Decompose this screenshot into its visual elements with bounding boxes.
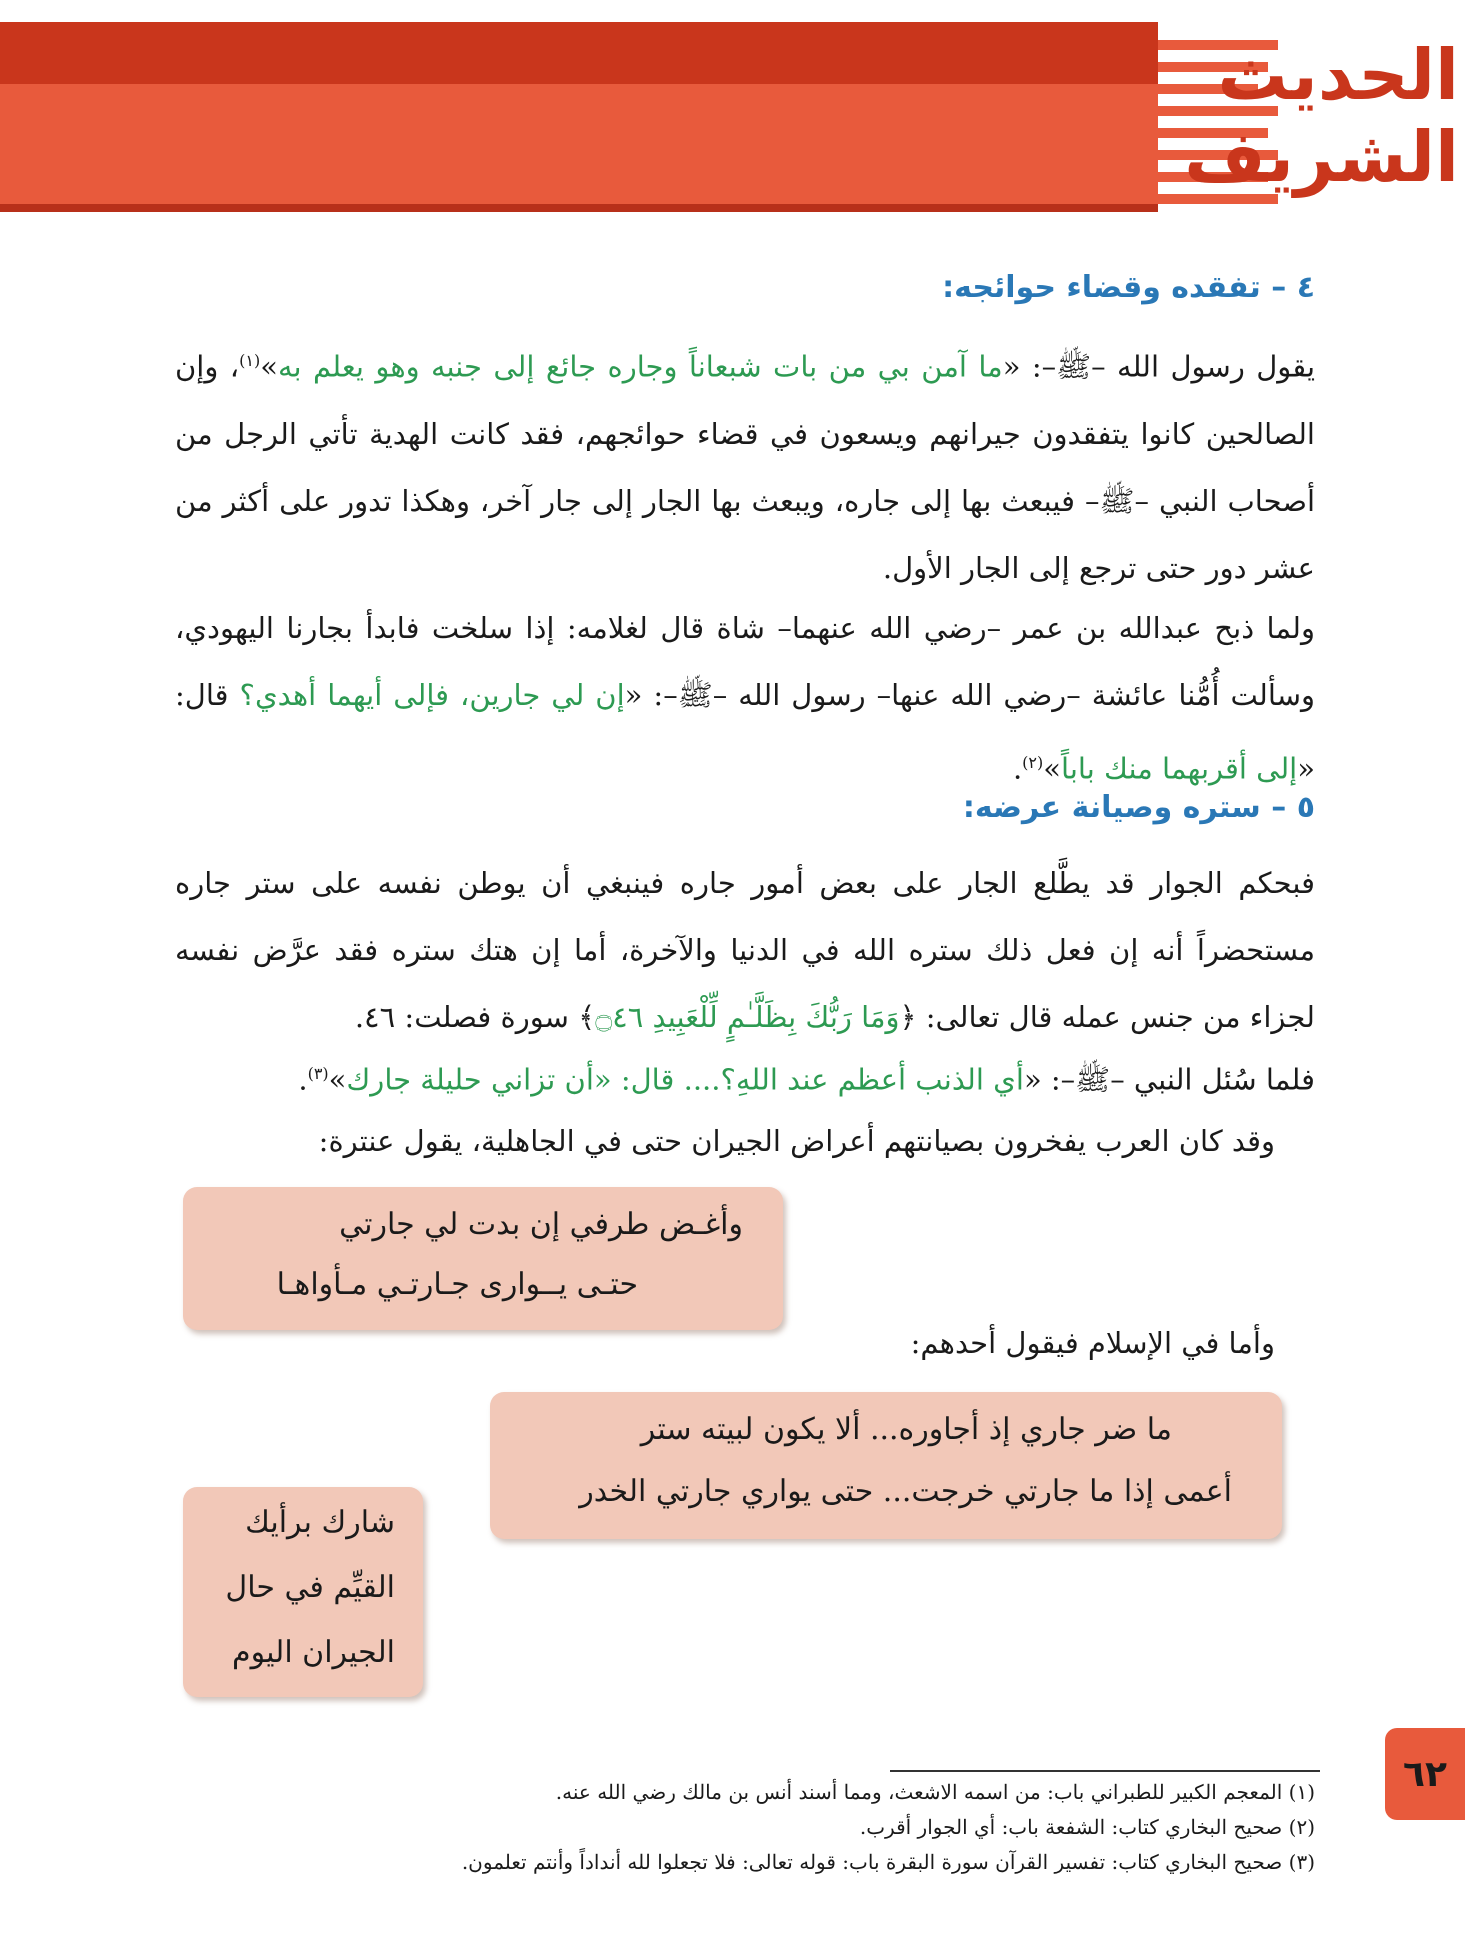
text-run: فلما سُئل النبي –ﷺ–: « xyxy=(1023,1062,1315,1097)
share-line: القيِّم في حال xyxy=(225,1570,395,1605)
hadith-quote: ما آمن بي من بات شبعاناً وجاره جائع إلى جنبه وهو يعلم به xyxy=(277,349,1003,384)
chapter-logo xyxy=(1158,22,1465,212)
poem-line: وأغـض طرفي إن بدت لي جارتي xyxy=(339,1207,743,1242)
header-banner xyxy=(0,22,1160,212)
text-run: فبحكم الجوار قد يطَّلع الجار على بعض أمور جاره فينبغي أن يوطن نفسه على ستر جاره مستحضراً أنه إن فعل ذلك ستره الله في الدنيا والآخرة، أما إن هتك ستره فقد عرَّض نفسه لجزاء من جنس عمله قال تعالى: ﴿ xyxy=(175,866,1315,1034)
share-line: شارك برأيك xyxy=(245,1505,395,1540)
section5-paragraph3: وقد كان العرب يفخرون بصيانتهم أعراض الجيران حتى في الجاهلية، يقول عنترة: xyxy=(318,1124,1275,1158)
header-bottom-strip xyxy=(0,204,1160,212)
section4-paragraph1 xyxy=(175,327,1315,602)
page-number: ٦٢ xyxy=(1385,1728,1465,1820)
text-run: » xyxy=(260,349,278,384)
hadith-quote: إن لي جارين، فإلى أيهما أهدي؟ xyxy=(239,678,625,712)
section5-paragraph2 xyxy=(175,1040,1315,1114)
logo-line2: الشريف xyxy=(1184,116,1459,198)
text-run: . xyxy=(298,1062,308,1097)
poem-box-antara xyxy=(183,1187,783,1330)
poem-box-islam xyxy=(490,1392,1282,1539)
text-run: ولما ذبح عبدالله بن عمر –رضي الله عنهما– شاة قال لغلامه: إذا سلخت فابدأ بجارنا اليهودي، وسألت أُمُّنا عائشة –رضي الله عنها– رسول الله –ﷺ–: « xyxy=(175,611,1316,712)
poem-line: ما ضر جاري إذ أجاوره... ألا يكون لبيته ستر xyxy=(640,1412,1172,1447)
text-run: » xyxy=(1043,751,1062,786)
footnote-divider xyxy=(890,1770,1320,1772)
text-run: . xyxy=(1012,751,1023,786)
footnote-3: (٣) صحيح البخاري كتاب: تفسير القرآن سورة البقرة باب: قوله تعالى: فلا تجعلوا لله أنداداً وأنتم تعلمون. xyxy=(461,1850,1315,1874)
text-run: » xyxy=(328,1062,347,1097)
section4-heading: ٤ – تفقده وقضاء حوائجه: xyxy=(942,270,1315,305)
section4-paragraph2 xyxy=(175,595,1315,803)
header-top-strip xyxy=(0,22,1160,84)
poem-line: حتـى يــوارى جـارتـي مـأواهـا xyxy=(276,1267,638,1302)
section5-heading: ٥ – ستره وصيانة عرضه: xyxy=(962,790,1315,825)
text-run: ، وإن الصالحين كانوا يتفقدون جيرانهم ويسعون في قضاء حوائجهم، فقد كانت الهدية تأتي الرجل من أصحاب النبي –ﷺ– فيبعث بها إلى جاره، ويبعث بها الجار إلى جار آخر، وهكذا تدور على أكثر من عشر دور حتى ترجع إلى الجار الأول. xyxy=(175,349,1315,585)
section5-paragraph1 xyxy=(175,850,1315,1051)
footnote-ref: (٣) xyxy=(307,1064,329,1083)
text-run: قال: « xyxy=(175,678,1315,786)
footnote-2: (٢) صحيح البخاري كتاب: الشفعة باب: أي الجوار أقرب. xyxy=(859,1815,1315,1839)
share-line: الجيران اليوم xyxy=(232,1635,395,1670)
hadith-quote: أي الذنب أعظم عند اللهِ؟.... قال: «أن تزاني حليلة جارك xyxy=(346,1062,1024,1097)
text-run: ﴾ سورة فصلت: ٤٦. xyxy=(354,1000,596,1034)
footnote-ref: (١) xyxy=(239,351,261,370)
footnote-1: (١) المعجم الكبير للطبراني باب: من اسمه الاشعث، ومما أسند أنس بن مالك رضي الله عنه. xyxy=(555,1780,1315,1804)
hadith-quote: إلى أقربهما منك باباً xyxy=(1061,751,1298,786)
logo-text xyxy=(1184,34,1459,198)
islam-intro: وأما في الإسلام فيقول أحدهم: xyxy=(910,1326,1275,1360)
text-run: يقول رسول الله –ﷺ–: « xyxy=(1002,349,1316,384)
footnote-ref: (٢) xyxy=(1022,753,1044,772)
share-opinion-box xyxy=(183,1487,423,1697)
poem-line: أعمى إذا ما جارتي خرجت... حتى يواري جارتي الخدر xyxy=(579,1474,1232,1509)
quran-verse: وَمَا رَبُّكَ بِظَلَّـٰمٍ لِّلْعَبِيدِ ۝٤٦ xyxy=(595,1000,900,1034)
logo-line1: الحديث xyxy=(1217,34,1459,116)
